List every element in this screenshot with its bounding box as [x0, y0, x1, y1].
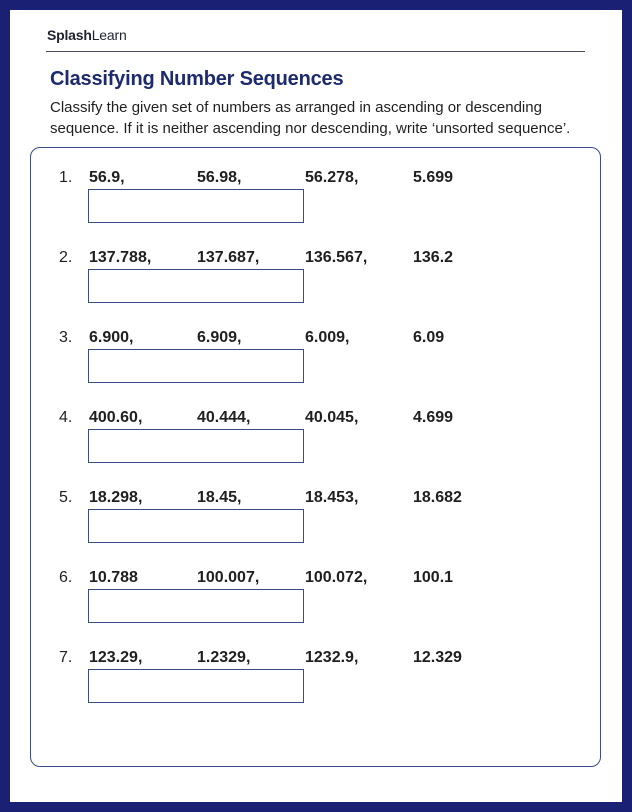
question-number: 3. [59, 329, 73, 346]
sequence-value: 18.45, [197, 489, 242, 506]
sequence-value: 56.278, [305, 169, 359, 186]
answer-box-5[interactable] [88, 509, 304, 543]
question-number: 7. [59, 649, 73, 666]
sequence-value: 18.453, [305, 489, 359, 506]
sequence-value: 100.1 [413, 569, 454, 586]
question-7 [31, 649, 600, 713]
sequence-value: 6.09 [413, 329, 445, 346]
sequence-value: 40.045, [305, 409, 359, 426]
sequence-value: 100.007, [197, 569, 260, 586]
answer-box-1[interactable] [88, 189, 304, 223]
header-divider [46, 51, 585, 52]
question-1 [31, 169, 600, 233]
sequence-value: 136.567, [305, 249, 368, 266]
sequence-value: 6.009, [305, 329, 350, 346]
answer-box-6[interactable] [88, 589, 304, 623]
sequence-value: 4.699 [413, 409, 454, 426]
sequence-value: 123.29, [89, 649, 143, 666]
answer-box-4[interactable] [88, 429, 304, 463]
worksheet-title: Classifying Number Sequences [50, 68, 344, 90]
sequence-value: 12.329 [413, 649, 462, 666]
questions-panel [30, 147, 601, 767]
sequence-value: 137.788, [89, 249, 152, 266]
sequence-value: 6.909, [197, 329, 242, 346]
brand-logo: SplashLearn [47, 27, 127, 43]
answer-box-3[interactable] [88, 349, 304, 383]
question-number: 6. [59, 569, 73, 586]
sequence-value: 1232.9, [305, 649, 359, 666]
sequence-value: 6.900, [89, 329, 134, 346]
sequence-value: 40.444, [197, 409, 251, 426]
instructions-text: Classify the given set of numbers as arranged in ascending or descending sequence. If it is neither ascending nor descending, write ‘unsorted sequence’. [50, 99, 571, 137]
sequence-value: 1.2329, [197, 649, 251, 666]
sequence-value: 18.682 [413, 489, 462, 506]
question-2 [31, 249, 600, 313]
answer-box-7[interactable] [88, 669, 304, 703]
sequence-value: 100.072, [305, 569, 368, 586]
sequence-value: 56.9, [89, 169, 125, 186]
sequence-value: 18.298, [89, 489, 143, 506]
question-5 [31, 489, 600, 553]
sequence-value: 400.60, [89, 409, 143, 426]
sequence-value: 137.687, [197, 249, 260, 266]
question-number: 4. [59, 409, 73, 426]
sequence-value: 136.2 [413, 249, 454, 266]
sequence-value: 56.98, [197, 169, 242, 186]
question-4 [31, 409, 600, 473]
question-number: 1. [59, 169, 73, 186]
question-3 [31, 329, 600, 393]
answer-box-2[interactable] [88, 269, 304, 303]
question-number: 2. [59, 249, 73, 266]
question-number: 5. [59, 489, 73, 506]
sequence-value: 5.699 [413, 169, 454, 186]
question-6 [31, 569, 600, 633]
worksheet-page [10, 10, 622, 802]
sequence-value: 10.788 [89, 569, 138, 586]
